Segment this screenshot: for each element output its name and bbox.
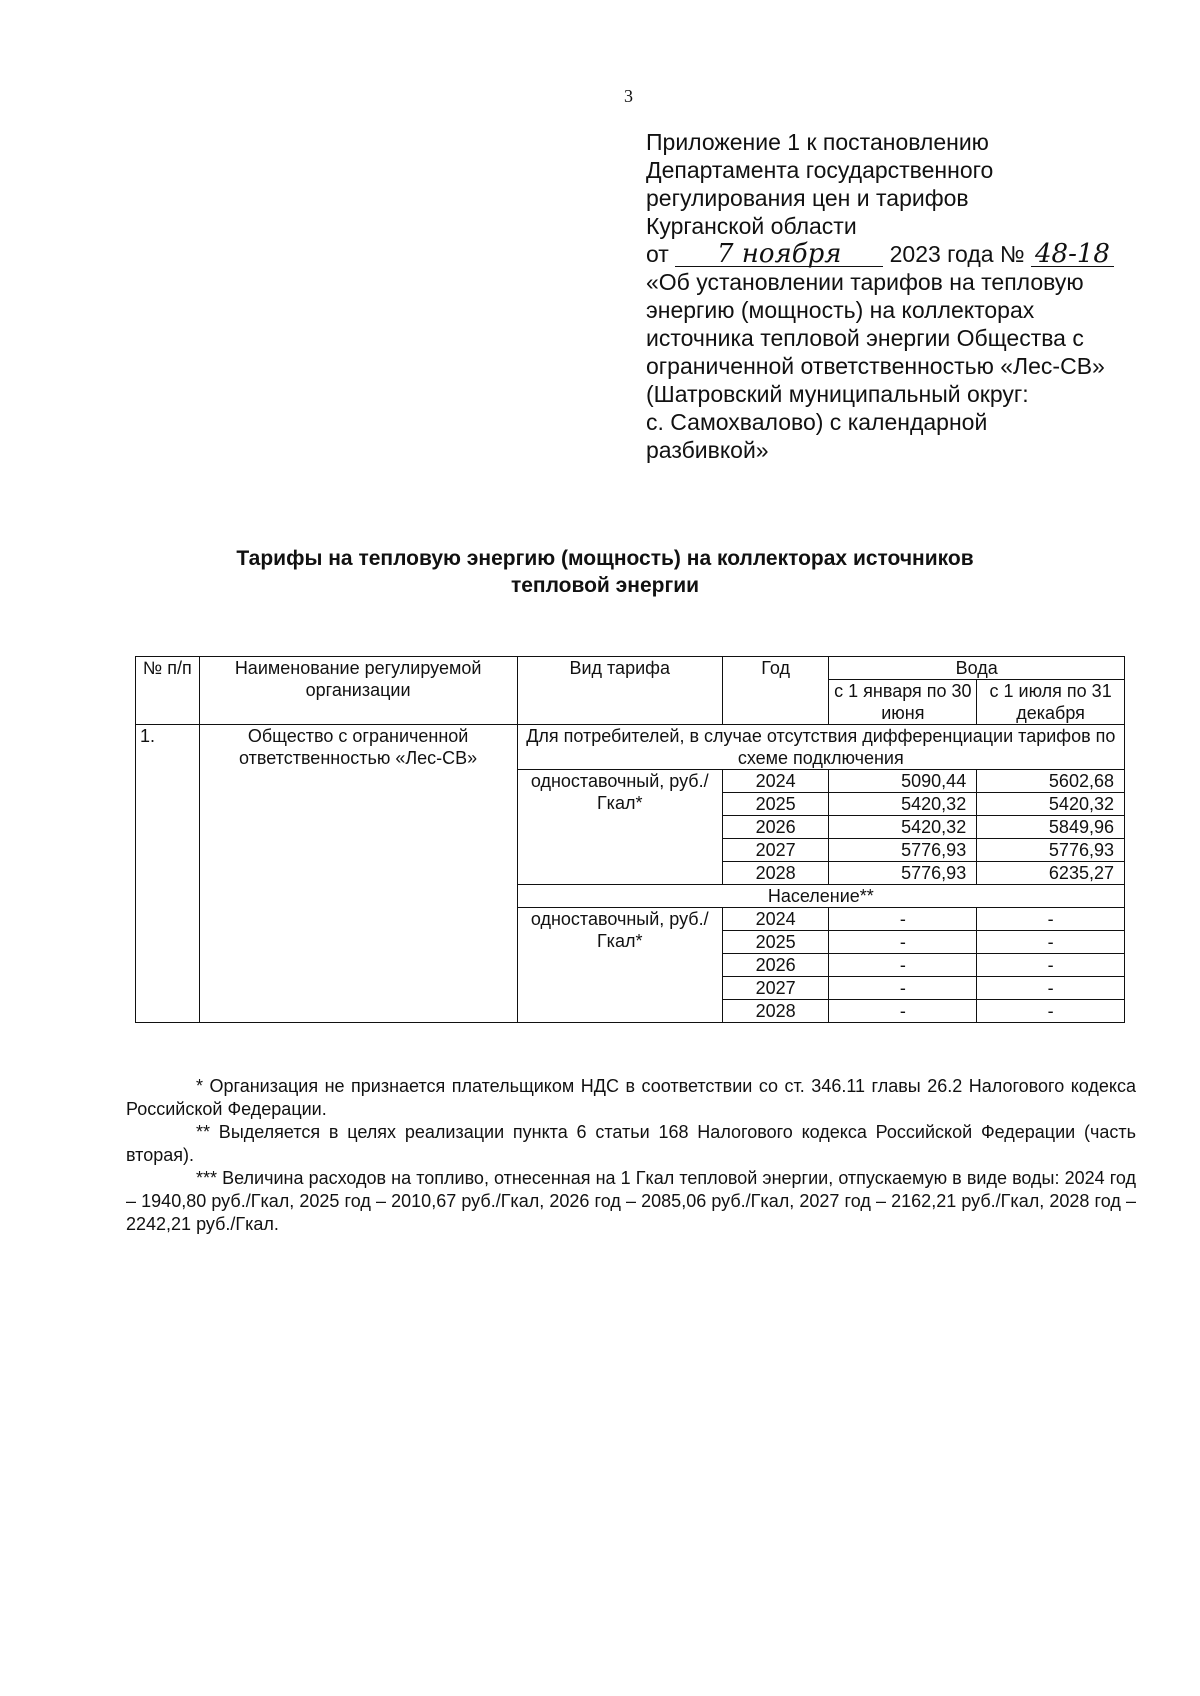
appendix-header bbox=[646, 128, 1166, 464]
value-cell: - bbox=[829, 931, 977, 954]
footnote-vat: * Организация не признается плательщиком НДС в соответствии со ст. 346.11 главы 26.2 Налогового кодекса Российской Федерации. bbox=[126, 1076, 1136, 1119]
value-cell: 5420,32 bbox=[829, 816, 977, 839]
value-cell: - bbox=[977, 1000, 1125, 1023]
year-cell: 2028 bbox=[722, 862, 829, 885]
organization-name: Общество с ограниченной ответственностью «Лес-СВ» bbox=[199, 725, 517, 1023]
year-text: 2023 года № bbox=[889, 241, 1025, 267]
appendix-line-1: Приложение 1 к постановлению bbox=[646, 129, 989, 155]
appendix-line-3: регулирования цен и тарифов bbox=[646, 185, 969, 211]
header-period-2: с 1 июля по 31 декабря bbox=[977, 680, 1125, 725]
value-cell: - bbox=[977, 931, 1125, 954]
year-cell: 2028 bbox=[722, 1000, 829, 1023]
header-water: Вода bbox=[829, 657, 1125, 680]
appendix-line-2: Департамента государственного bbox=[646, 157, 994, 183]
year-cell: 2025 bbox=[722, 793, 829, 816]
section2-kind: одноставочный, руб./Гкал* bbox=[517, 908, 722, 1023]
year-cell: 2027 bbox=[722, 977, 829, 1000]
header-org: Наименование регулируемой организации bbox=[199, 657, 517, 725]
appendix-line-11: с. Самохвалово) с календарной bbox=[646, 409, 988, 435]
value-cell: 5849,96 bbox=[977, 816, 1125, 839]
appendix-line-12: разбивкой» bbox=[646, 437, 769, 463]
value-cell: - bbox=[829, 1000, 977, 1023]
year-cell: 2025 bbox=[722, 931, 829, 954]
appendix-line-4: Курганской области bbox=[646, 213, 857, 239]
value-cell: - bbox=[977, 908, 1125, 931]
year-cell: 2026 bbox=[722, 954, 829, 977]
appendix-line-6: «Об установлении тарифов на тепловую bbox=[646, 269, 1084, 295]
section2-title: Население** bbox=[517, 885, 1124, 908]
value-cell: 5420,32 bbox=[829, 793, 977, 816]
footnote-population: ** Выделяется в целях реализации пункта 6 статьи 168 Налогового кодекса Российской Федерации (часть вторая). bbox=[126, 1122, 1136, 1165]
title-line-1: Тарифы на тепловую энергию (мощность) на коллекторах источников bbox=[236, 547, 974, 570]
value-cell: 5602,68 bbox=[977, 770, 1125, 793]
header-row bbox=[136, 657, 1125, 680]
section1-kind: одноставочный, руб./Гкал* bbox=[517, 770, 722, 885]
title-line-2: тепловой энергии bbox=[510, 574, 700, 597]
year-cell: 2024 bbox=[722, 770, 829, 793]
header-no: № п/п bbox=[136, 657, 200, 725]
row-number: 1. bbox=[136, 725, 200, 1023]
appendix-line-7: энергию (мощность) на коллекторах bbox=[646, 297, 1035, 323]
value-cell: 5776,93 bbox=[829, 839, 977, 862]
value-cell: - bbox=[829, 954, 977, 977]
year-cell: 2026 bbox=[722, 816, 829, 839]
date-prefix: от bbox=[646, 241, 669, 267]
value-cell: - bbox=[977, 954, 1125, 977]
year-cell: 2027 bbox=[722, 839, 829, 862]
header-kind: Вид тарифа bbox=[517, 657, 722, 725]
header-year: Год bbox=[722, 657, 829, 725]
year-cell: 2024 bbox=[722, 908, 829, 931]
value-cell: 6235,27 bbox=[977, 862, 1125, 885]
page-number: 3 bbox=[624, 86, 633, 106]
appendix-date-line bbox=[646, 240, 1166, 268]
footnotes bbox=[126, 1075, 1136, 1236]
handwritten-date: 7 ноября bbox=[675, 242, 883, 267]
value-cell: - bbox=[829, 908, 977, 931]
value-cell: - bbox=[829, 977, 977, 1000]
footnote-fuel: *** Величина расходов на топливо, отнесенная на 1 Гкал тепловой энергии, отпускаемую в виде воды: 2024 год – 1940,80 руб./Гкал, 2025 год – 2010,67 руб./Гкал, 2026 год – 2085,06 руб./Гкал, 2027 год – 2162,21 руб./Гкал, 2028 год – 2242,21 руб./Гкал. bbox=[126, 1168, 1136, 1234]
value-cell: 5420,32 bbox=[977, 793, 1125, 816]
section1-title: Для потребителей, в случае отсутствия дифференциации тарифов по схеме подключения bbox=[517, 725, 1124, 770]
section1-title-row bbox=[136, 725, 1125, 770]
value-cell: - bbox=[977, 977, 1125, 1000]
appendix-line-9: ограниченной ответственностью «Лес-СВ» bbox=[646, 353, 1105, 379]
appendix-line-8: источника тепловой энергии Общества с bbox=[646, 325, 1084, 351]
value-cell: 5776,93 bbox=[977, 839, 1125, 862]
header-period-1: с 1 января по 30 июня bbox=[829, 680, 977, 725]
value-cell: 5776,93 bbox=[829, 862, 977, 885]
handwritten-number: 48-18 bbox=[1031, 242, 1114, 267]
appendix-line-10: (Шатровский муниципальный округ: bbox=[646, 381, 1029, 407]
value-cell: 5090,44 bbox=[829, 770, 977, 793]
document-title bbox=[130, 545, 1080, 599]
tariff-table bbox=[135, 656, 1125, 1023]
